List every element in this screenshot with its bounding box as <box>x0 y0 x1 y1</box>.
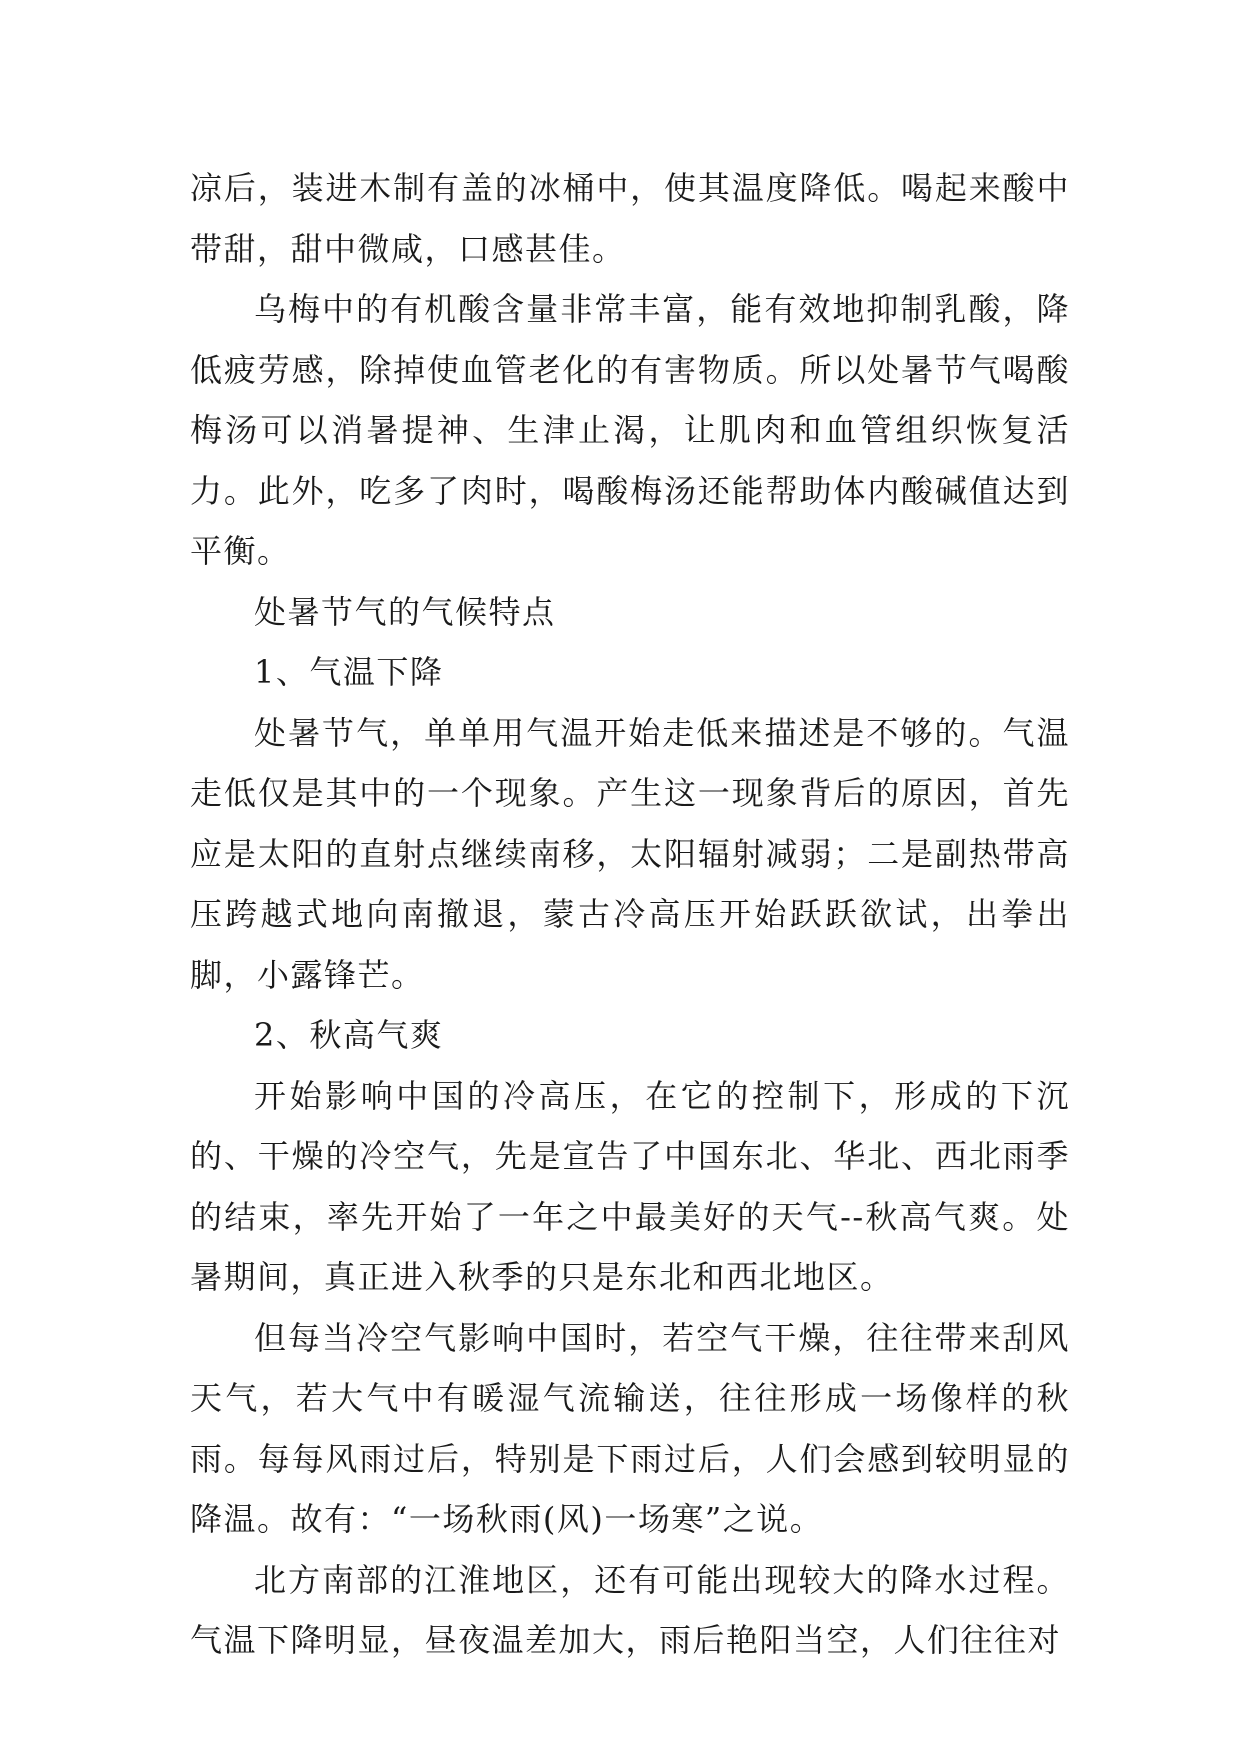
document-page <box>190 158 1070 1671</box>
paragraph-4: 开始影响中国的冷高压，在它的控制下，形成的下沉的、干燥的冷空气，先是宣告了中国东北、华北、西北雨季的结束，率先开始了一年之中最美好的天气--秋高气爽。处暑期间，真正进入秋季的只是东北和西北地区。 <box>190 1076 1070 1296</box>
section-heading-climate: 处暑节气的气候特点 <box>254 592 556 631</box>
paragraph-3: 处暑节气，单单用气温开始走低来描述是不够的。气温走低仅是其中的一个现象。产生这一现象背后的原因，首先应是太阳的直射点继续南移，太阳辐射减弱；二是副热带高压跨越式地向南撤退，蒙古冷高压开始跃跃欲试，出拳出脚，小露锋芒。 <box>190 713 1070 994</box>
paragraph-1: 凉后，装进木制有盖的冰桶中，使其温度降低。喝起来酸中带甜，甜中微咸，口感甚佳。 <box>190 169 1070 268</box>
subheading-1: 1、气温下降 <box>254 653 444 691</box>
paragraph-5: 但每当冷空气影响中国时，若空气干燥，往往带来刮风天气，若大气中有暖湿气流输送，往往形成一场像样的秋雨。每每风雨过后，特别是下雨过后，人们会感到较明显的降温。故有：“一场秋雨(风)一场寒”之说。 <box>190 1318 1070 1538</box>
paragraph-2: 乌梅中的有机酸含量非常丰富，能有效地抑制乳酸，降低疲劳感，除掉使血管老化的有害物质。所以处暑节气喝酸梅汤可以消暑提神、生津止渴，让肌肉和血管组织恢复活力。此外，吃多了肉时，喝酸梅汤还能帮助体内酸碱值达到平衡。 <box>190 290 1070 570</box>
paragraph-6: 北方南部的江淮地区，还有可能出现较大的降水过程。气温下降明显，昼夜温差加大，雨后艳阳当空，人们往往对 <box>190 1560 1070 1659</box>
subheading-2: 2、秋高气爽 <box>254 1016 444 1054</box>
